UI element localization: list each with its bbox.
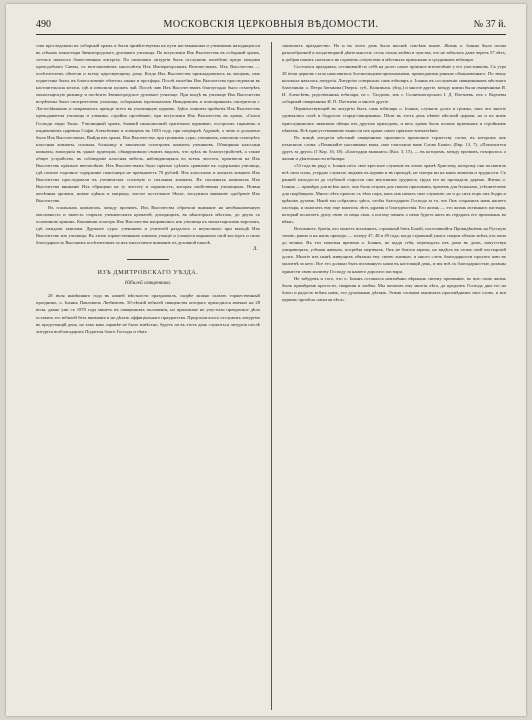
article-paragraph: Першенствующей въ литургіи былъ самъ юбиляръ о. Іоаннъ; служилъ долго и громко, такъ что многіе удивлялись силѣ и бодрости старца-священника. Пѣли въ этотъ день пѣвчіе мѣстной церкви, но и къ нимъ присоединились знакомые пѣвцы изъ другихъ приходовъ, и весь храмъ былъ полонъ пріятнымъ и стройнымъ пѣніемъ. Всѣ присутствовавшіе вынесли изъ храма самое пріятное впечатлѣніе.: [282, 106, 506, 133]
column-divider: [271, 42, 272, 710]
page-number: 490: [36, 19, 51, 30]
journal-title: МОСКОВСКІЯ ЦЕРКОВНЫЯ ВѢДОМОСТИ.: [163, 19, 379, 30]
left-column: [36, 42, 260, 712]
issue-number: № 37 й.: [473, 19, 506, 30]
section-title: ИЗЪ ДМИТРОВСКАГО УѢЗДА.: [97, 269, 199, 277]
section-subtitle: Юбилей священника.: [124, 280, 172, 287]
right-column: [282, 42, 506, 712]
article-paragraph: Въ концѣ литургіи мѣстный священникъ произнесъ приличное торжеству слово, въ которомъ онъ изъяснилъ слова: «Поминайте наставники ваша, иже глаголаша вамъ Слово Божіе» (Евр. 13, 7). «Помолитеся другъ за друга» (1 Кор. 16, 18). «Благодари вышняго» (Кол. 3, 15), — въ которомъ, между прочимъ, говорилось о жизни и дѣятельности юбиляра:: [282, 134, 506, 161]
article-paragraph: Состоялся праздникъ, оставившій по себѣ на долго самое пріятное впечатлѣніе у его участниковъ. Съ утра 28 іюля церковь стала наполняться богомольцами-прихожанами, пришедшими раньше обыкновеннаго. По звону колокола началась литургія. Литургію совершалъ самъ юбиляръ о. Іоаннъ въ сослуженіи священниковъ мѣстнаго благочинія: о. Петра Затыкова (Тверск. губ., Калязинск. уѣзд.) и многіе другіе, между коими были священники И. И. Алексѣевъ, родственникъ юбиляра, из с. Талдомъ, изъ с. Солнечногорскаго І. Д. Плетневъ, изъ г. Корчевы соборный священникъ И. П. Плетневъ и многіе другіе.: [282, 64, 506, 105]
section-divider: [127, 259, 169, 260]
article-paragraph: «33 года въ ряду о. Іоаннъ несъ свое крестное служеніе въ этомъ храмѣ Христову, которому онъ посвятилъ всѣ свои силы, усердно служилъ людямъ въ церкви и въ приходѣ, не смотря ни на какія лишенія и трудности. Съ ранней молодости до глубокой старости онъ неутомимо трудился, трудъ его не пропадалъ даромъ. Жизнь о. Іоанна — примѣръ для всѣхъ насъ: онъ былъ отцомъ для своихъ прихожанъ, врачемъ для больныхъ, утѣшителемъ для скорбящихъ. Много лѣтъ прошло съ тѣхъ поръ, какъ онъ началъ свое служеніе, но и до сихъ поръ онъ бодръ и крѣпокъ духомъ. Нынѣ мы собрались здѣсь, чтобы благодарить Господа за то, что Онъ сохранилъ намъ нашего пастыря, и пожелать ему еще многихъ лѣтъ здравія и благоденствія. Его жизнь — это жизнь истиннаго пастыря, который полагаетъ душу свою за овцы своя, а потому память о немъ будетъ жить въ сердцахъ его прихожанъ во вѣки».: [282, 162, 506, 225]
article-paragraph: Не забудемъ и того, что о. Іоаннъ оставался неизмѣнно вѣрнымъ своему призванію, во всю свою жизнь былъ примѣромъ кротости, смиренія и любви. Мы желаемъ ему многія лѣта, да продлитъ Господь дни его на благо и радость всѣмъ намъ, его духовнымъ дѣтямъ. Этими словами закончилъ проповѣдникъ свое слово, и вся церковь пропѣла «многая лѣта».: [282, 275, 506, 302]
article-paragraph: Вспомните, братія, кто можетъ вспомнить, страшный бичъ Божій, поселившійся Провидѣніемъ на Русскую землю, равно и на нашъ приходъ — холеру 47, 48 и 49 года, когда страшный ужасъ смерти объялъ всѣхъ отъ мала до велика. Въ эти тяжелыя времена о. Іоаннъ, не щадя себя, переходилъ изъ дома въ домъ, напутствуя умирающихъ, утѣшая живыхъ, погребая мертвыхъ. Онъ не боялся заразы, но видѣлъ въ этомъ свой пастырскій долгъ. Многіе изъ нынѣ живущихъ обязаны ему своею жизнью, и много слезъ благодарности пролито ими въ молитвѣ за него. Все это должно быть вспомянуто нами въ настоящій день, и мы всѣ съ благодарностью должны принести свою молитву Господу за нашего дорогаго пастыря.: [282, 226, 506, 274]
article-paragraph: Въ спальныхъ комнатахъ, между прочимъ, Ихъ Высочества обратили вниманіе на необыкновенную массивность и тяжесть старыхъ ученическихъ кроватей, доходящихъ, въ нѣкоторыхъ мѣстахъ, до двухъ съ половиною аршинъ. Кончивши осмотръ Ихъ Высочества направились изъ училища къ монастырскимъ воротамъ, гдѣ ожидали экипажи. Дружное «ура» учениковъ и учителей раздалось и неумолкало при выходѣ Ихъ Высочествъ изъ училища. Въ этихъ торжественныхъ кликахъ учащіе и учащіеся выражали свой восторгъ и свою благодарность Высокимъ посѣтителямъ за ихъ милостивое вниманіе къ духовной школѣ.: [36, 205, 260, 246]
article-paragraph: 28 іюля нынѣшняго года въ нашей мѣстности праздновалъ, скорѣе можно сказать торжественный праздникъ, о. Іоаннъ Павловичъ Любимовъ. 50-лѣтній юбилей священства котораго приходился именно на 28 іюля, давно уже съ 1870 года минетъ въ священномъ положеніи, но прихожане не упустили прекрасное дѣло оставить его юбилей безъ вниманія и не дѣлать оффиціальнаго празднества. Предполагалось отслужить литургію въ предстоящій день, но такъ какъ заранѣе не было извѣстно, будетъ ли въ этотъ день служиться литургія послѣ литургіи возблагодарить Подателя благъ Господа и тѣмъ: [36, 293, 260, 334]
newspaper-page: [6, 4, 526, 716]
header-rule: [36, 34, 506, 35]
article-paragraph: ства проследовали въ соборный храмъ и были привѣтствуемы на пути наставниками и учениками находящагося въ стѣнахъ монастыря Звенигородскаго духовнаго училища. По вступленіи Ихъ Высочествъ въ соборный храмъ, тотчасъ началось божественная литургія. По окончаніи литургіи былъ отслуженъ молебенъ предъ мощами преподобнаго Саввы, съ возглашеніемъ многолѣтія Ихъ Императорскимъ Величествамъ. Ихъ Высочества — посѣтителемъ обители и всему царствующему дому. Когда Ихъ Высочества прикладывались къ мощамъ, имъ поднесены были, въ благословеніе обители, икона и просфора. Послѣ молебна Ихъ Высочества проследовали въ настоятельскія келліи, гдѣ и изволили кушать чай. Послѣ чаю Ихъ Высочествамъ благоугодно было осмотрѣть монастырскую ризницу и посѣтить Звенигородское духовное училище. При входѣ въ училище Ихъ Высочества встрѣчены были смотрителемъ училища, соборнымъ іеромонахомъ Никодимомъ и помощникомъ смотрителя г. Ластоchkинымъ и направились прежде всего въ училищную церковь. Здѣсь опишем прибытія Ихъ Высочествъ преподавателя училища и ученики, стройно пропѣвшіе, при вступленіи Ихъ Высочествъ въ храмъ, «Спаси Господи люди Твоя». Училищный храмъ, бывшій иконописный трапезною церковью, построенъ тщаніемъ и иждивеніемъ царевны Софіи Алексѣевны и освященъ въ 1693 году, при патріархѣ Адріанѣ, о чемъ и доложено было Ихъ Высочествамъ. Выйдя изъ храма, Ихъ Высочества, при громкомъ «ура» учениковъ, изволили осмотрѣть классныя комнаты, спальни, больницу и закончили осмотромъ комнаты учениковъ. Обширныя классныя комнаты, вошедшія въ зданіе аудиторіи, обнаруживали своимъ видомъ, что здѣсь въ благоустройствѣ, а также общее устройство, въ соблюденіе классная мебель, наблюдающаяся во всемъ чистота, произвели на Ихъ Высочествъ пріятное впечатлѣніе. Ихъ Высочествамъ было пріятно сдѣлать сравненіе въ содержаніи училища, гдѣ полное годичное содержаніе пансіонера не превышаетъ 70 рублей. Изъ классныхъ и жилыхъ комнатъ Ихъ Высочества проследовали въ ученическія столовую и спальныя комнаты. Въ спальныхъ комнатахъ Ихъ Высочества вниманіе Ихъ обращено на ту чистоту и опрятность, которая свойственна училищамъ. Новыя желѣзныя кровати, новые одѣяла и матрацы, чистое постельное бѣлье, заслужили вниманіе одобреніе Ихъ Высочествъ.: [36, 43, 260, 204]
author-signoff: Л.: [252, 246, 258, 253]
article-paragraph: заключитъ празднество. Но и въ этотъ день было вполнѣ совсѣмъ иначе. Жизнь о. Іоанна была полна разнообразной и плодотворной дѣятельности; столь полна любви и чувства, что не забылась даже черезъ 57 лѣтъ, и добрая память сказалась въ горячемъ сочувствіи и мѣстныхъ прихожанъ и сродниковъ юбиляра.: [282, 43, 506, 63]
running-header: [36, 16, 506, 34]
